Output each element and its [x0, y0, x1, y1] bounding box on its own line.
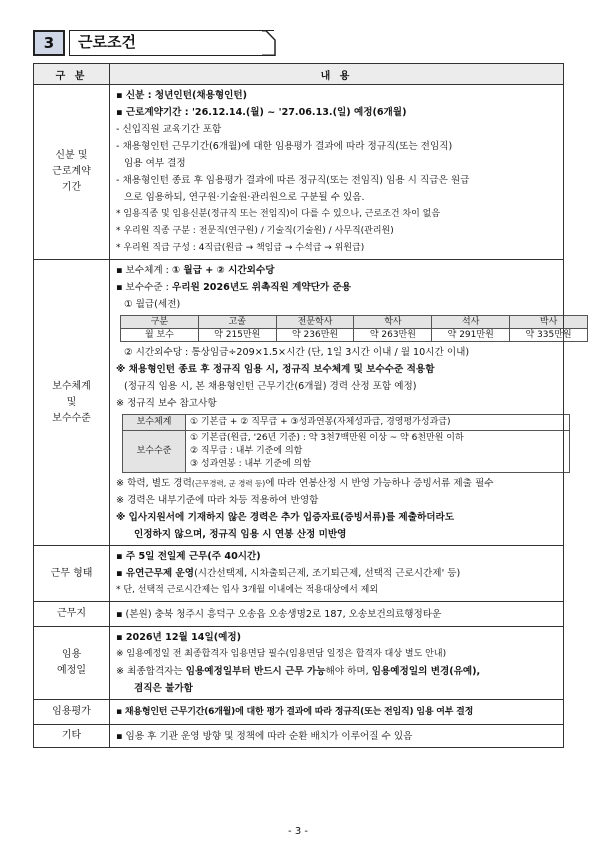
row-content-appointment: ▪ 2026년 12월 14일(예정) ※ 임용예정일 전 최종합격자 임용면담 필수(임용면담 일정은 합격자 대상 별도 안내) ※ 최종합격자는 임용예정일부터 반드시 근무 가능해야 하며, 임용예정일의 변경(유예), 겸직은 불가함 — [110, 627, 564, 700]
row-content-work: ▪ 주 5일 전일제 근무(주 40시간) ▪ 유연근무제 운영(시간선택제, 시차출퇴근제, 조기퇴근제, 선택적 근로시간제' 등) * 단, 선택적 근로시간제는 입사 3개월 이내에는 적용대상에서 제외 — [110, 546, 564, 602]
section-heading — [33, 30, 248, 56]
row-label-location: 근무지 — [34, 602, 110, 627]
folded-corner-icon — [262, 30, 276, 56]
row-content-location: ▪ (본원) 충북 청주시 흥덕구 오송읍 오송생명2로 187, 오송보건의료행정타운 — [110, 602, 564, 627]
header-category: 구 분 — [34, 64, 110, 85]
row-content-evaluation: ▪ 채용형인턴 근무기간(6개월)에 대한 평가 결과에 따라 정규직(또는 전임직) 임용 여부 결정 — [110, 700, 564, 725]
row-label-evaluation: 임용평가 — [34, 700, 110, 725]
row-label-position: 신분 및 근로계약 기간 — [34, 85, 110, 260]
row-label-appointment: 임용 예정일 — [34, 627, 110, 700]
row-label-work: 근무 형태 — [34, 546, 110, 602]
ref-row-level: 보수수준 ① 기본급(원급, '26년 기준) : 약 3천7백만원 이상 ~ 약 6천만원 이하 ② 직무급 : 내부 기준에 의함 ③ 성과연봉 : 내부 기준에 의함 — [123, 431, 570, 473]
row-label-etc: 기타 — [34, 725, 110, 748]
table-row — [34, 627, 564, 700]
table-row — [34, 602, 564, 627]
table-row — [34, 85, 564, 260]
header-content: 내 용 — [110, 64, 564, 85]
page-number: - 3 - — [288, 826, 308, 837]
monthly-pay-table — [120, 315, 588, 342]
pay-table-header: 구분 고졸 전문학사 학사 석사 박사 — [121, 316, 588, 329]
table-header-row — [34, 64, 564, 85]
pay-table-row: 월 보수 약 215만원 약 236만원 약 263만원 약 291만원 약 335만원 — [121, 329, 588, 342]
ref-row-system: 보수체계 ① 기본급 + ② 직무급 + ③성과연봉(자체성과급, 경영평가성과급) — [123, 415, 570, 431]
section-title: 근로조건 — [69, 30, 274, 56]
row-content-etc: ▪ 임용 후 기관 운영 방향 및 정책에 따라 순환 배치가 이루어질 수 있음 — [110, 725, 564, 748]
table-row — [34, 546, 564, 602]
table-row — [34, 725, 564, 748]
row-label-pay: 보수체계 및 보수수준 — [34, 260, 110, 546]
row-content-pay: ▪ 보수체계 : ① 월급 + ② 시간외수당 ▪ 보수수준 : 우리원 2026년도 위촉직원 계약단가 준용 ① 월급(세전) 구분 고졸 전문학사 학사 석사 박사 월 보수 약 215만원 약 236만원 약 263만원 약 291만원 약 335만원 ② 시간외수당 : 통상임금÷209×1.5×시간 (단, 1일 3시간 이내 / 월 10시간 이내) ※ 채용형인턴 종료 후 정규직 임용 시, 정규직 보수체계 및 보수수준 적용함 (정규직 임용 시, 본 채용형인턴 근무기간(6개월) 경력 산정 포함 예정) ※ 정규직 보수 참고사항 보수체계 ① 기본급 + ② 직무급 + ③성과연봉(자체성과급, 경영평가성과급) 보수수준 ① 기본급(원급, '26년 기준) : 약 3천7백만원 이상 ~ 약 6천만원 이하 ② 직무급 : 내부 기준에 의함 ③ 성과연봉 : 내부 기준에 의함 ※ 학력, 별도 경력(근무경력, 군 경력 등)에 따라 연봉산정 시 반영 가능하나 증빙서류 제출 필수 ※ 경력은 내부기준에 따라 차등 적용하여 반영함 ※ 입사지원서에 기재하지 않은 경력은 추가 입증자료(증빙서류)를 제출하더라도 인정하지 않으며, 정규직 임용 시 연봉 산정 미반영 — [110, 260, 564, 546]
table-row — [34, 260, 564, 546]
working-conditions-table — [33, 63, 572, 748]
regular-pay-reference-table — [122, 414, 570, 473]
section-number: 3 — [33, 30, 65, 56]
row-content-position: ▪ 신분 : 청년인턴(채용형인턴) ▪ 근로계약기간 : '26.12.14.(월) ~ '27.06.13.(일) 예정(6개월) - 신입직원 교육기간 포함 - 채용형인턴 근무기간(6개월)에 대한 임용평가 결과에 따라 정규직(또는 전임직) 임용 여부 결정 - 채용형인턴 종료 후 임용평가 결과에 따른 정규직(또는 전임직) 임용 시 직급은 원급 으로 임용하되, 연구원·기술원·관리원으로 구분될 수 있음. * 임용직종 및 임용신분(정규직 또는 전임직)이 다를 수 있으나, 근로조건 차이 없음 * 우리원 직종 구분 : 전문직(연구원) / 기술직(기술원) / 사무직(관리원) * 우리원 직급 구성 : 4직급(원급 → 책임급 → 수석급 → 위원급) — [110, 85, 564, 260]
table-row — [34, 700, 564, 725]
